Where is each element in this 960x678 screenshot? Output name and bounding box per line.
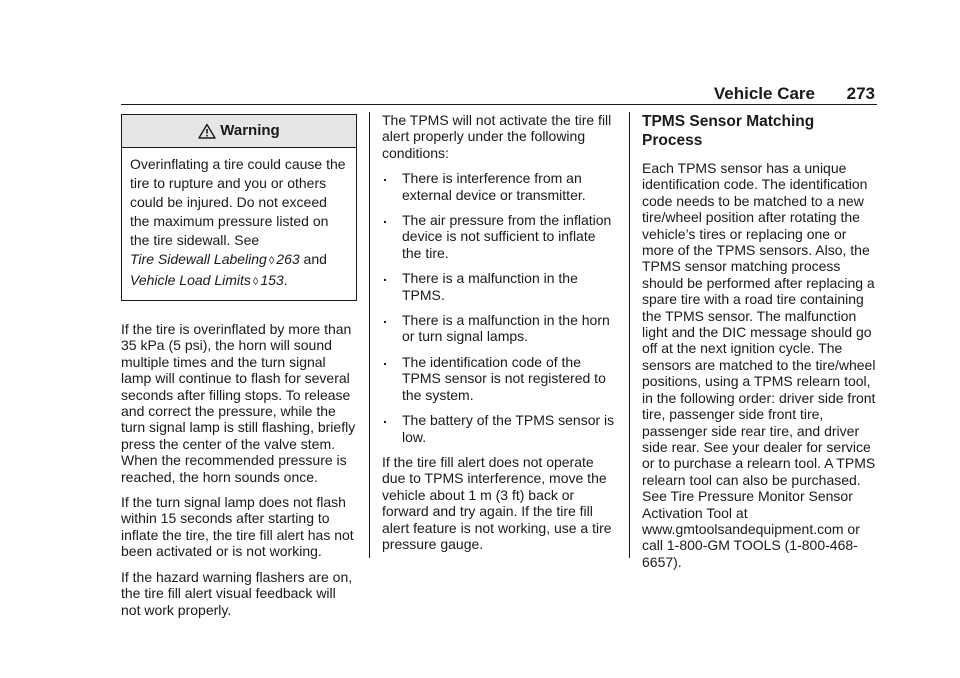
page-ref-icon: ◊: [252, 276, 259, 288]
paragraph: If the hazard warning flashers are on, the tire fill alert visual feedback will not work properly.: [121, 568, 353, 618]
condition-list: [382, 170, 618, 445]
warning-body: [122, 148, 356, 300]
paragraph: If the tire fill alert does not operate due to TPMS interference, move the vehicle about 1 m (3 ft) back or forward and try again. If the tire fill alert feature is not working, use a tire pressure gauge.: [382, 453, 612, 552]
list-item: [382, 412, 618, 445]
section-title: Vehicle Care: [713, 84, 815, 103]
column-divider-1: [369, 112, 370, 558]
list-item-text: The battery of the TPMS sensor is low.: [402, 412, 615, 445]
bullet-icon: .: [383, 268, 387, 285]
bullet-icon: .: [383, 351, 387, 368]
page-ref-icon: ◊: [268, 255, 275, 267]
xref-tire-sidewall-labeling[interactable]: Tire Sidewall Labeling: [130, 251, 267, 267]
list-item-text: The identification code of the TPMS sensor is not registered to the system.: [402, 353, 606, 403]
paragraph: If the tire is overinflated by more than 35 kPa (5 psi), the horn will sound multiple times and the turn signal lamp will continue to flash for several seconds after filling stops. To release and correct the pressure, while the turn signal lamp is still flashing, briefly press the center of the valve stem. When the recommended pressure is reached, the horn sounds once.: [121, 321, 356, 485]
warning-text: Overinflating a tire could cause the tire to rupture and you or others could be injured. Do not exceed the maximum pressure listed on the tire sidewall. See: [130, 156, 346, 248]
bullet-icon: .: [383, 410, 387, 427]
paragraph: The TPMS will not activate the tire fill alert properly under the following conditions:: [382, 112, 612, 161]
page-number: 273: [846, 84, 875, 103]
list-item: [382, 270, 618, 303]
column-1: [121, 112, 357, 627]
paragraph: Each TPMS sensor has a unique identification code. The identification code needs to be matched to a new tire/wheel position after rotating the vehicle’s tires or replacing one or more of the TPMS sensors. Also, the TPMS sensor matching process should be performed after replacing a spare tire with a road tire containing the TPMS sensor. The malfunction light and the DIC message should go off at the next ignition cycle. The sensors are matched to the tire/wheel positions, using a TPMS relearn tool, in the following order: driver side front tire, passenger side front tire, passenger side rear tire, and driver side rear. See your dealer for service or to purchase a relearn tool. A TPMS relearn tool can also be purchased. See Tire Pressure Monitor Sensor Activation Tool at www.gmtoolsandequipment.com or call 1-800-GM TOOLS (1-800-468-6657).: [642, 160, 876, 570]
list-item-text: There is a malfunction in the TPMS.: [402, 270, 578, 303]
list-item-text: There is a malfunction in the horn or turn signal lamps.: [402, 312, 610, 345]
xref-page-153[interactable]: 153: [260, 272, 284, 288]
xref-page-263[interactable]: 263: [276, 251, 300, 267]
warning-box: [121, 114, 357, 301]
xref-vehicle-load-limits[interactable]: Vehicle Load Limits: [130, 272, 251, 288]
bullet-icon: .: [383, 210, 387, 227]
warning-header: [122, 115, 356, 148]
warning-and: and: [303, 251, 327, 267]
warning-title: Warning: [220, 121, 280, 139]
bullet-icon: .: [383, 168, 387, 185]
column-3: [642, 112, 878, 579]
list-item: [382, 212, 618, 261]
list-item-text: The air pressure from the inflation device is not sufficient to inflate the tire.: [402, 212, 612, 261]
bullet-icon: .: [383, 310, 387, 327]
warning-end-punct: .: [283, 272, 288, 288]
list-item-text: There is interference from an external device or transmitter.: [402, 170, 586, 203]
list-item: [382, 351, 618, 403]
list-item: [382, 312, 618, 345]
warning-triangle-icon: [198, 123, 216, 139]
column-divider-2: [629, 112, 630, 558]
page-header: [121, 84, 877, 105]
paragraph: If the turn signal lamp does not flash within 15 seconds after starting to inflate the tire, the tire fill alert has not been activated or is not working.: [121, 494, 354, 560]
section-heading: TPMS Sensor Matching Process: [642, 113, 815, 149]
list-item: [382, 170, 618, 203]
column-2: [382, 112, 618, 561]
